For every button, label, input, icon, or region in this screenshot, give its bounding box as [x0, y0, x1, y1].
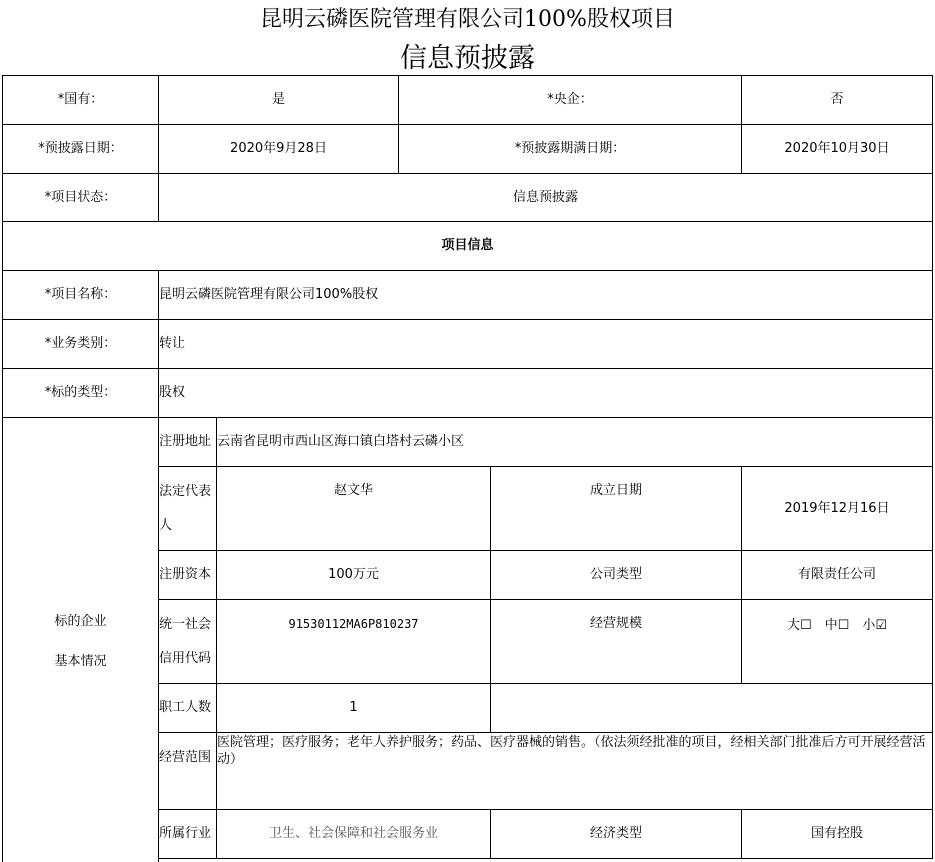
economic-type-value: 国有控股: [741, 809, 933, 859]
disclosure-date-value: 2020年9月28日: [158, 124, 399, 174]
founded-value: 2019年12月16日: [741, 466, 933, 551]
company-section-label-1: 标的企业: [54, 614, 107, 629]
project-name-value: 昆明云磷医院管理有限公司100%股权: [158, 270, 933, 320]
scope-label: 经营范围: [158, 732, 217, 810]
central-enterprise-label: *央企：: [398, 75, 742, 125]
expiry-date-value: 2020年10月30日: [741, 124, 933, 174]
company-type-value: 有限责任公司: [741, 550, 933, 600]
employees-label: 职工人数: [158, 683, 217, 733]
company-section-label-2: 基本情况: [54, 654, 107, 669]
company-type-label: 公司类型: [490, 550, 742, 600]
document-subtitle: 信息预披露: [400, 43, 535, 74]
project-name-label: *项目名称：: [2, 270, 159, 320]
employees-value: 1: [216, 683, 491, 733]
business-type-value: 转让: [158, 319, 933, 369]
disclosure-date-label: *预披露日期：: [2, 124, 159, 174]
company-section-label: [2, 417, 159, 862]
legal-rep-value: 赵文华: [216, 466, 491, 551]
founded-label: 成立日期: [490, 466, 742, 551]
status-value: 信息预披露: [158, 173, 933, 222]
document-title: 昆明云磷医院管理有限公司100%股权项目: [260, 7, 675, 32]
credit-code-value: 91530112MA6P810237: [216, 599, 491, 684]
address-value: 云南省昆明市西山区海口镇白塔村云磷小区: [216, 417, 933, 467]
central-enterprise-value: 否: [741, 75, 933, 125]
section-header: 项目信息: [2, 221, 933, 271]
target-type-label: *标的类型：: [2, 368, 159, 418]
credit-code-label: 统一社会信用代码: [158, 599, 217, 684]
business-type-label: *业务类别：: [2, 319, 159, 369]
industry-value: 卫生、社会保障和社会服务业: [216, 809, 491, 859]
capital-label: 注册资本: [158, 550, 217, 600]
address-label: 注册地址: [158, 417, 217, 467]
target-type-value: 股权: [158, 368, 933, 418]
economic-type-label: 经济类型: [490, 809, 742, 859]
status-label: *项目状态：: [2, 173, 159, 222]
legal-rep-label: 法定代表人: [158, 466, 217, 551]
scale-checkboxes: 大☐ 中☐ 小☑: [741, 599, 933, 684]
expiry-date-label: *预披露期满日期：: [398, 124, 742, 174]
capital-value: 100万元: [216, 550, 491, 600]
state-owned-value: 是: [158, 75, 399, 125]
state-owned-label: *国有：: [2, 75, 159, 125]
empty-cell: [490, 683, 933, 733]
scope-value: 医院管理；医疗服务；老年人养护服务；药品、医疗器械的销售。（依法须经批准的项目，经相关部门批准后方可开展经营活动）: [216, 732, 933, 810]
scale-label: 经营规模: [490, 599, 742, 684]
industry-label: 所属行业: [158, 809, 217, 859]
